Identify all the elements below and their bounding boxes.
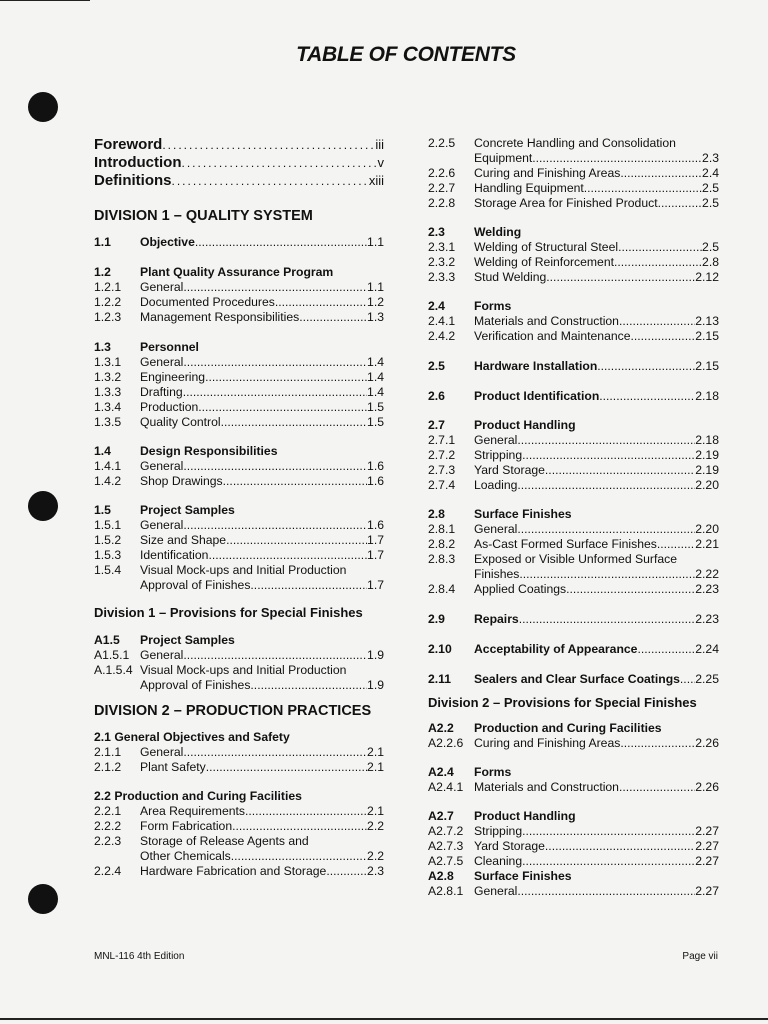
binder-hole-top xyxy=(28,92,58,122)
toc-entry[interactable]: 1.2.3 Management Responsibilities ..... 1.3 xyxy=(94,310,384,325)
toc-entry[interactable]: 1.4.2 Shop Drawings ..... 1.6 xyxy=(94,474,384,489)
section-heading: A2.7 Product Handling xyxy=(428,809,576,823)
page-title: TABLE OF CONTENTS xyxy=(296,43,516,66)
toc-entry[interactable]: Foreword ..... iii xyxy=(94,136,384,154)
toc-entry[interactable]: 2.2.1 Area Requirements ..... 2.1 xyxy=(94,804,384,819)
top-rule xyxy=(0,0,90,1)
toc-entry[interactable]: 2.2.7 Handling Equipment ..... 2.5 xyxy=(428,181,719,196)
toc-entry[interactable]: A2.7.5 Cleaning ..... 2.27 xyxy=(428,854,719,869)
section-heading: 2.4 Forms xyxy=(428,299,512,313)
toc-entry[interactable]: A2.8.1 General ..... 2.27 xyxy=(428,884,719,899)
section-heading: 2.8 Surface Finishes xyxy=(428,507,572,521)
toc-entry[interactable]: A2.7.2 Stripping ..... 2.27 xyxy=(428,824,719,839)
toc-entry[interactable]: 1.2.2 Documented Procedures ..... 1.2 xyxy=(94,295,384,310)
toc-entry[interactable]: 2.8.1 General ..... 2.20 xyxy=(428,522,719,537)
toc-entry[interactable]: A2.2.6 Curing and Finishing Areas ..... 2.26 xyxy=(428,736,719,751)
toc-entry[interactable]: 1.3.5 Quality Control ..... 1.5 xyxy=(94,415,384,430)
section-heading: 1.2 Plant Quality Assurance Program xyxy=(94,265,334,279)
toc-entry[interactable]: 2.1.1 General ..... 2.1 xyxy=(94,745,384,760)
toc-entry[interactable]: 1.2.1 General ..... 1.1 xyxy=(94,280,384,295)
toc-entry[interactable]: 1.1 Objective ..... 1.1 xyxy=(94,235,384,250)
toc-entry[interactable]: 1.3.3 Drafting ..... 1.4 xyxy=(94,385,384,400)
toc-entry[interactable]: 2.4.1 Materials and Construction ..... 2.13 xyxy=(428,314,719,329)
toc-left-column xyxy=(94,136,384,879)
division-heading: DIVISION 1 – QUALITY SYSTEM xyxy=(94,208,313,224)
toc-entry[interactable]: 2.4.2 Verification and Maintenance ..... 2.15 xyxy=(428,329,719,344)
toc-entry[interactable]: A1.5.1 General ..... 1.9 xyxy=(94,648,384,663)
section-heading: A2.2 Production and Curing Facilities xyxy=(428,721,662,735)
section-heading: A1.5 Project Samples xyxy=(94,633,235,647)
section-heading: 2.1 General Objectives and Safety xyxy=(94,730,290,744)
section-heading: 2.3 Welding xyxy=(428,225,522,239)
division-heading: DIVISION 2 – PRODUCTION PRACTICES xyxy=(94,703,372,719)
front-matter xyxy=(94,136,384,190)
toc-entry[interactable]: 2.3.1 Welding of Structural Steel ..... 2.5 xyxy=(428,240,719,255)
toc-entry[interactable]: 1.5.1 General ..... 1.6 xyxy=(94,518,384,533)
special-finishes-heading: Division 1 – Provisions for Special Finishes xyxy=(94,605,363,620)
toc-entry-continued[interactable]: Finishes ..... 2.22 xyxy=(428,567,719,582)
toc-right-column xyxy=(428,136,719,899)
toc-entry-continued[interactable]: Other Chemicals ..... 2.2 xyxy=(94,849,384,864)
toc-entry[interactable]: 2.3.2 Welding of Reinforcement ..... 2.8 xyxy=(428,255,719,270)
section-heading: 2.7 Product Handling xyxy=(428,418,576,432)
toc-entry[interactable]: 2.2.2 Form Fabrication ..... 2.2 xyxy=(94,819,384,834)
section-heading: A2.8 Surface Finishes xyxy=(428,869,572,883)
special-finishes-heading: Division 2 – Provisions for Special Finishes xyxy=(428,695,697,710)
toc-entry[interactable]: 2.1.2 Plant Safety ..... 2.1 xyxy=(94,760,384,775)
footer-edition: MNL-116 4th Edition xyxy=(94,951,185,962)
section-heading: A2.4 Forms xyxy=(428,765,512,779)
toc-entry[interactable]: Definitions ..... xiii xyxy=(94,172,384,190)
toc-entry[interactable]: 2.8.2 As-Cast Formed Surface Finishes ..... 2.21 xyxy=(428,537,719,552)
toc-entry[interactable]: 1.5.2 Size and Shape ..... 1.7 xyxy=(94,533,384,548)
bottom-rule xyxy=(0,1018,768,1020)
toc-entry[interactable]: 1.3.2 Engineering ..... 1.4 xyxy=(94,370,384,385)
toc-entry-continued[interactable]: Approval of Finishes ..... 1.7 xyxy=(94,578,384,593)
toc-entry[interactable]: 2.2.6 Curing and Finishing Areas ..... 2.4 xyxy=(428,166,719,181)
binder-hole-bottom xyxy=(28,884,58,914)
toc-entry[interactable]: 2.7.4 Loading ..... 2.20 xyxy=(428,478,719,493)
toc-entry[interactable]: A2.4.1 Materials and Construction ..... 2.26 xyxy=(428,780,719,795)
toc-entry[interactable]: 2.7.1 General ..... 2.18 xyxy=(428,433,719,448)
toc-entry[interactable]: 2.3.3 Stud Welding ..... 2.12 xyxy=(428,270,719,285)
toc-entry[interactable]: 2.7.2 Stripping ..... 2.19 xyxy=(428,448,719,463)
toc-entry[interactable]: A2.7.3 Yard Storage ..... 2.27 xyxy=(428,839,719,854)
toc-entry[interactable]: 1.5.4 Visual Mock-ups and Initial Production xyxy=(94,563,347,577)
section-heading: 1.5 Project Samples xyxy=(94,503,235,517)
footer-page-number: Page vii xyxy=(682,951,718,962)
toc-entry-continued[interactable]: Approval of Finishes ..... 1.9 xyxy=(94,678,384,693)
toc-entry[interactable]: 2.2.8 Storage Area for Finished Product ..... 2.5 xyxy=(428,196,719,211)
toc-entry[interactable]: 1.5.3 Identification ..... 1.7 xyxy=(94,548,384,563)
toc-entry[interactable]: 2.2.4 Hardware Fabrication and Storage ..... 2.3 xyxy=(94,864,384,879)
toc-entry[interactable]: 2.2.5 Concrete Handling and Consolidation xyxy=(428,136,676,150)
section-heading: 1.4 Design Responsibilities xyxy=(94,444,278,458)
toc-entry[interactable]: 2.7.3 Yard Storage ..... 2.19 xyxy=(428,463,719,478)
toc-entry[interactable]: 1.3.4 Production ..... 1.5 xyxy=(94,400,384,415)
toc-entry[interactable]: Introduction ..... v xyxy=(94,154,384,172)
section-heading: 1.3 Personnel xyxy=(94,340,199,354)
toc-entry[interactable]: 2.9 Repairs ..... 2.23 xyxy=(428,612,719,627)
toc-entry[interactable]: 1.3.1 General ..... 1.4 xyxy=(94,355,384,370)
toc-entry-continued[interactable]: Equipment ..... 2.3 xyxy=(428,151,719,166)
toc-entry[interactable]: 2.11 Sealers and Clear Surface Coatings ..... 2.25 xyxy=(428,672,719,687)
toc-entry[interactable]: 2.6 Product Identification ..... 2.18 xyxy=(428,389,719,404)
binder-hole-middle xyxy=(28,491,58,521)
toc-entry[interactable]: A.1.5.4 Visual Mock-ups and Initial Production xyxy=(94,663,347,677)
toc-entry[interactable]: 2.8.3 Exposed or Visible Unformed Surface xyxy=(428,552,678,566)
section-heading: 2.2 Production and Curing Facilities xyxy=(94,789,302,803)
toc-entry[interactable]: 2.2.3 Storage of Release Agents and xyxy=(94,834,309,848)
toc-entry[interactable]: 2.10 Acceptability of Appearance ..... 2.24 xyxy=(428,642,719,657)
toc-entry[interactable]: 2.8.4 Applied Coatings ..... 2.23 xyxy=(428,582,719,597)
toc-entry[interactable]: 2.5 Hardware Installation ..... 2.15 xyxy=(428,359,719,374)
toc-entry[interactable]: 1.4.1 General ..... 1.6 xyxy=(94,459,384,474)
